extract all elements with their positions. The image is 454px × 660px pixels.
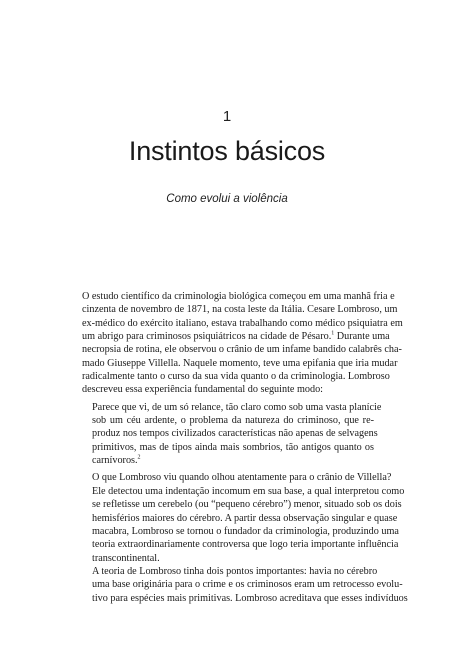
text-line: mado Giuseppe Villella. Naquele momento, teve uma epifania que iria mudar (82, 357, 398, 369)
text-fragment: um abrigo para criminosos psiquiátricos na cidade de Pésaro. (82, 331, 332, 343)
text-line: A teoria de Lombroso tinha dois pontos importantes: havia no cérebro (92, 565, 378, 577)
text-line (82, 330, 390, 343)
body-text (82, 290, 408, 605)
paragraph-3 (82, 565, 408, 605)
text-line: radicalmente tanto o curso da sua vida quanto o da criminologia. Lombroso (82, 371, 390, 383)
chapter-number: 1 (222, 108, 232, 125)
text-line: se refletisse um cerebelo (ou “pequeno cérebro”) menor, situado sob os dois (92, 499, 402, 511)
paragraph-1 (82, 290, 403, 397)
text-line: Ele detectou uma indentação incomum em sua base, a qual interpretou como (92, 485, 405, 497)
text-line: sob um céu ardente, o problema da natureza do criminoso, que re- (92, 415, 374, 427)
text-line: Parece que vi, de um só relance, tão claro como sob uma vasta planície (92, 401, 382, 413)
text-line: ex-médico do exército italiano, estava trabalhando como médico psiquiatra em (82, 317, 403, 329)
text-line: O que Lombroso viu quando olhou atentamente para o crânio de Villella? (92, 472, 392, 484)
text-line: uma base originária para o crime e os criminosos eram um retrocesso evolu- (92, 579, 403, 591)
text-fragment: carnívoros. (92, 455, 138, 467)
footnote-marker: 2 (137, 454, 141, 461)
block-quote (92, 401, 382, 468)
text-fragment: Durante uma (334, 331, 390, 343)
text-line (92, 454, 374, 467)
text-line: teoria extraordinariamente controversa que logo teria importante influência (92, 539, 399, 551)
text-line: descreveu essa experiência fundamental do seguinte modo: (82, 384, 324, 396)
text-line: primitivos, mas de tipos ainda mais sombrios, tão antigos quanto os (92, 441, 374, 453)
text-line: macabra, Lombroso se tornou o fundador da criminologia, produzindo uma (92, 525, 399, 537)
text-line: hemisférios maiores do cérebro. A partir dessa observação singular e quase (92, 512, 398, 524)
text-line: necropsia de rotina, ele observou o crânio de um infame bandido calabrês cha- (82, 344, 402, 356)
text-line: tivo para espécies mais primitivas. Lombroso acreditava que esses indivíduos (92, 592, 408, 604)
text-line: transcontinental. (92, 552, 160, 564)
text-line: cinzenta de novembro de 1871, na costa leste da Itália. Cesare Lombroso, um (82, 304, 398, 316)
chapter-subtitle: Como evolui a violência (166, 193, 288, 205)
footnote-marker: 1 (331, 330, 335, 337)
text-line: produz nos tempos civilizados características não apenas de selvagens (92, 428, 378, 440)
text-line: O estudo científico da criminologia biológica começou em uma manhã fria e (82, 291, 395, 302)
chapter-title: Instintos básicos (128, 136, 326, 166)
paragraph-2 (82, 471, 405, 564)
